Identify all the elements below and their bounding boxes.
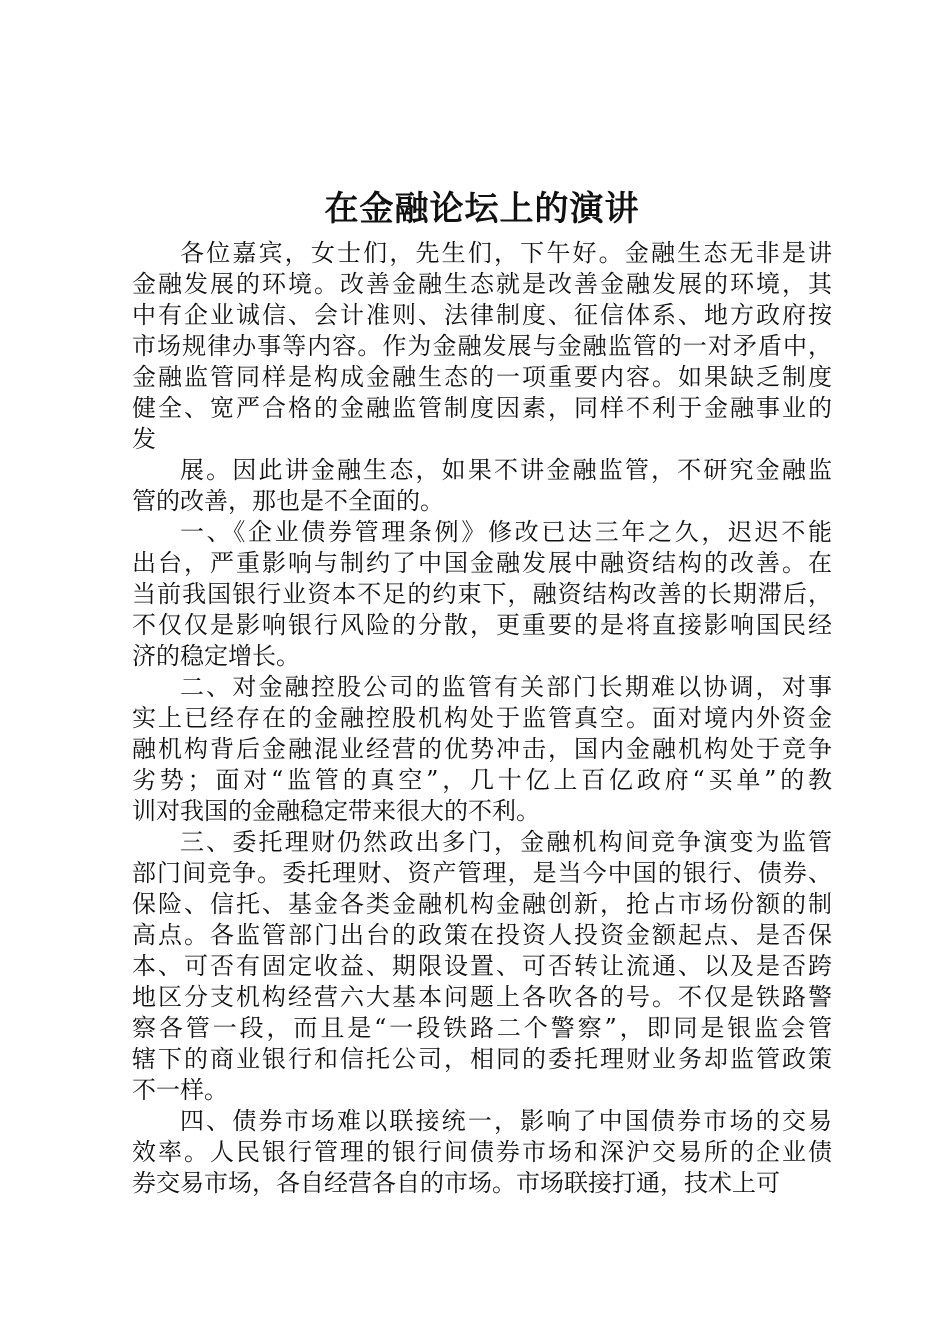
paragraph-line: 当前我国银行业资本不足的约束下，融资结构改善的长期滞后， xyxy=(132,580,832,608)
paragraph xyxy=(132,517,832,672)
paragraph-line: 金融监管同样是构成金融生态的一项重要内容。如果缺乏制度 xyxy=(132,363,832,391)
document-title: 在金融论坛上的演讲 xyxy=(324,189,640,229)
paragraph-line: 三、委托理财仍然政出多门，金融机构间竞争演变为监管 xyxy=(180,828,832,856)
paragraph-line: 训对我国的金融稳定带来很大的不利。 xyxy=(132,797,540,825)
paragraph-line: 一、《企业债券管理条例》修改已达三年之久，迟迟不能 xyxy=(180,518,832,546)
paragraph-line: 管的改善，那也是不全面的。 xyxy=(132,487,444,515)
paragraph xyxy=(132,1106,832,1199)
paragraph-line: 发 xyxy=(132,425,156,453)
paragraph-line: 部门间竞争。委托理财、资产管理，是当今中国的银行、债券、 xyxy=(132,859,832,887)
paragraph-line: 效率。人民银行管理的银行间债券市场和深沪交易所的企业债 xyxy=(132,1138,832,1166)
paragraph-line: 金融发展的环境。改善金融生态就是改善金融发展的环境，其 xyxy=(132,270,832,298)
paragraph-line: 辖下的商业银行和信托公司，相同的委托理财业务却监管政策 xyxy=(132,1045,832,1073)
document-body xyxy=(132,238,832,1199)
paragraph-line: 保险、信托、基金各类金融机构金融创新，抢占市场份额的制 xyxy=(132,890,832,918)
paragraph-line: 展。因此讲金融生态，如果不讲金融监管，不研究金融监 xyxy=(180,456,832,484)
paragraph xyxy=(132,455,832,517)
paragraph-line: 二、对金融控股公司的监管有关部门长期难以协调，对事 xyxy=(180,673,832,701)
paragraph-line: 高点。各监管部门出台的政策在投资人投资金额起点、是否保 xyxy=(132,921,832,949)
paragraph-line: 济的稳定增长。 xyxy=(132,642,300,670)
paragraph-line: 地区分支机构经营六大基本问题上各吹各的号。不仅是铁路警 xyxy=(132,983,832,1011)
paragraph-line: 劣势；面对“监管的真空”，几十亿上百亿政府“买单”的教 xyxy=(132,766,832,794)
paragraph-line: 四、债券市场难以联接统一，影响了中国债券市场的交易 xyxy=(180,1107,832,1135)
paragraph-line: 察各管一段，而且是“一段铁路二个警察”，即同是银监会管 xyxy=(132,1014,832,1042)
paragraph-line: 实上已经存在的金融控股机构处于监管真空。面对境内外资金 xyxy=(132,704,832,732)
paragraph-line: 不一样。 xyxy=(132,1076,228,1104)
paragraph-line: 市场规律办事等内容。作为金融发展与金融监管的一对矛盾中， xyxy=(132,332,832,360)
paragraph-line: 中有企业诚信、会计准则、法律制度、征信体系、地方政府按 xyxy=(132,301,832,329)
paragraph-line: 出台，严重影响与制约了中国金融发展中融资结构的改善。在 xyxy=(132,549,832,577)
paragraph xyxy=(132,672,832,827)
paragraph xyxy=(132,238,832,455)
paragraph xyxy=(132,827,832,1106)
paragraph-line: 券交易市场，各自经营各自的市场。市场联接打通，技术上可 xyxy=(132,1169,780,1197)
paragraph-line: 各位嘉宾，女士们，先生们，下午好。金融生态无非是讲 xyxy=(180,239,832,267)
paragraph-line: 融机构背后金融混业经营的优势冲击，国内金融机构处于竞争 xyxy=(132,735,832,763)
paragraph-line: 本、可否有固定收益、期限设置、可否转让流通、以及是否跨 xyxy=(132,952,832,980)
paragraph-line: 不仅仅是影响银行风险的分散，更重要的是将直接影响国民经 xyxy=(132,611,832,639)
document-page xyxy=(132,184,832,1199)
paragraph-line: 健全、宽严合格的金融监管制度因素，同样不利于金融事业的 xyxy=(132,394,832,422)
